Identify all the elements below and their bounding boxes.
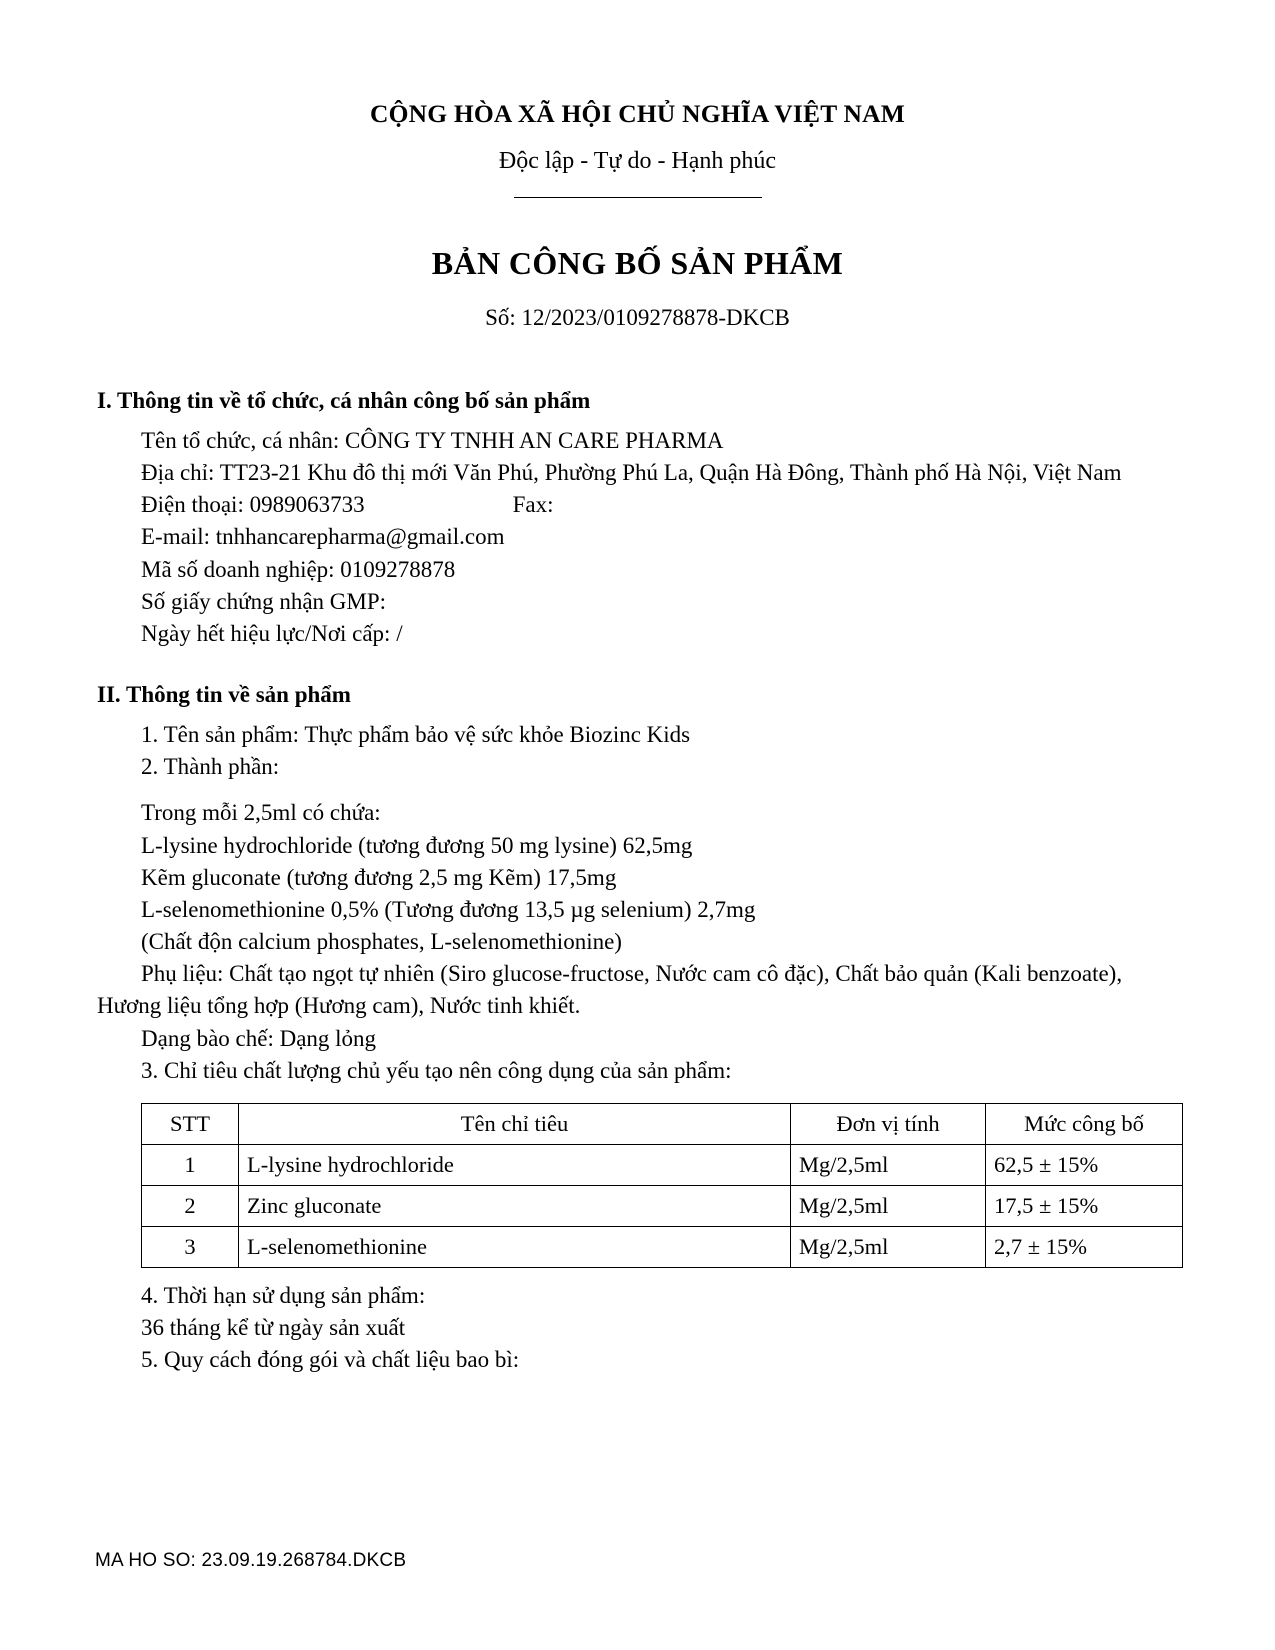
packaging-label: 5. Quy cách đóng gói và chất liệu bao bì: [141,1347,520,1373]
national-title: CỘNG HÒA XÃ HỘI CHỦ NGHĨA VIỆT NAM [369,99,906,128]
phone-fax-row [97,489,1192,521]
cell-declared-level: 2,7 ± 15% [986,1227,1183,1268]
gmp-certificate-number: Số giấy chứng nhận GMP: [141,588,387,614]
shelf-life-block [97,1280,1192,1377]
product-name-line: 1. Tên sản phẩm: Thực phẩm bảo vệ sức khỏe Biozinc Kids [141,721,691,747]
business-code: Mã số doanh nghiệp: 0109278878 [141,556,456,582]
document-body [0,386,1275,1377]
quality-criteria-label: 3. Chỉ tiêu chất lượng chủ yếu tạo nên công dụng của sản phẩm: [141,1057,732,1083]
table-row [142,1145,1183,1186]
excipients-line: Phụ liệu: Chất tạo ngọt tự nhiên (Siro glucose-fructose, Nước cam cô đặc), Chất bảo quản (Kali benzoate), Hương liệu tổng hợp (Hương cam), Nước tinh khiết. [97,961,1123,1019]
cell-unit: Mg/2,5ml [791,1186,986,1227]
quality-criteria-table [141,1103,1183,1268]
organization-phone: Điện thoại: 0989063733 [141,492,365,518]
gmp-expiry-place: Ngày hết hiệu lực/Nơi cấp: / [141,620,403,646]
composition-line: Kẽm gluconate (tương đương 2,5 mg Kẽm) 17,5mg [141,864,617,890]
column-header-criteria-name: Tên chỉ tiêu [239,1104,791,1145]
document-number: Số: 12/2023/0109278878-DKCB [485,305,790,331]
document-header [0,0,1275,198]
dosage-form-line: Dạng bào chế: Dạng lỏng [141,1025,377,1051]
table-row [142,1186,1183,1227]
shelf-life-value: 36 tháng kể từ ngày sản xuất [141,1315,406,1341]
cell-declared-level: 17,5 ± 15% [986,1186,1183,1227]
table-header-row [142,1104,1183,1145]
cell-unit: Mg/2,5ml [791,1227,986,1268]
page-title: BẢN CÔNG BỐ SẢN PHẨM [431,244,844,281]
organization-fax: Fax: [512,492,554,518]
file-code-footer: MA HO SO: 23.09.19.268784.DKCB [95,1550,407,1571]
composition-line: L-selenomethionine 0,5% (Tương đương 13,5 µg selenium) 2,7mg [141,896,756,922]
composition-line: Trong mỗi 2,5ml có chứa: [141,800,381,826]
composition-label: 2. Thành phần: [141,754,280,780]
product-info-block [97,719,1192,1087]
composition-line: L-lysine hydrochloride (tương đương 50 mg lysine) 62,5mg [141,832,693,858]
organization-email: E-mail: tnhhancarepharma@gmail.com [141,524,505,550]
cell-stt: 3 [142,1227,239,1268]
column-header-unit: Đơn vị tính [791,1104,986,1145]
shelf-life-label: 4. Thời hạn sử dụng sản phẩm: [141,1283,426,1309]
national-motto: Độc lập - Tự do - Hạnh phúc [498,147,777,174]
cell-criteria-name: Zinc gluconate [239,1186,791,1227]
cell-criteria-name: L-lysine hydrochloride [239,1145,791,1186]
section-heading-one: I. Thông tin về tổ chức, cá nhân công bố sản phẩm [97,387,591,413]
section-heading-two: II. Thông tin về sản phẩm [97,682,351,708]
cell-stt: 2 [142,1186,239,1227]
composition-line: (Chất độn calcium phosphates, L-selenomethionine) [141,929,622,955]
cell-declared-level: 62,5 ± 15% [986,1145,1183,1186]
organization-name: Tên tổ chức, cá nhân: CÔNG TY TNHH AN CARE PHARMA [141,427,724,453]
cell-criteria-name: L-selenomethionine [239,1227,791,1268]
header-divider [514,197,762,198]
organization-address: Địa chỉ: TT23-21 Khu đô thị mới Văn Phú, Phường Phú La, Quận Hà Đông, Thành phố Hà Nội, Việt Nam [141,459,1122,485]
composition-list [97,797,1192,1055]
cell-unit: Mg/2,5ml [791,1145,986,1186]
organization-info-block [97,425,1192,650]
table-row [142,1227,1183,1268]
cell-stt: 1 [142,1145,239,1186]
column-header-declared-level: Mức công bố [986,1104,1183,1145]
column-header-stt: STT [142,1104,239,1145]
